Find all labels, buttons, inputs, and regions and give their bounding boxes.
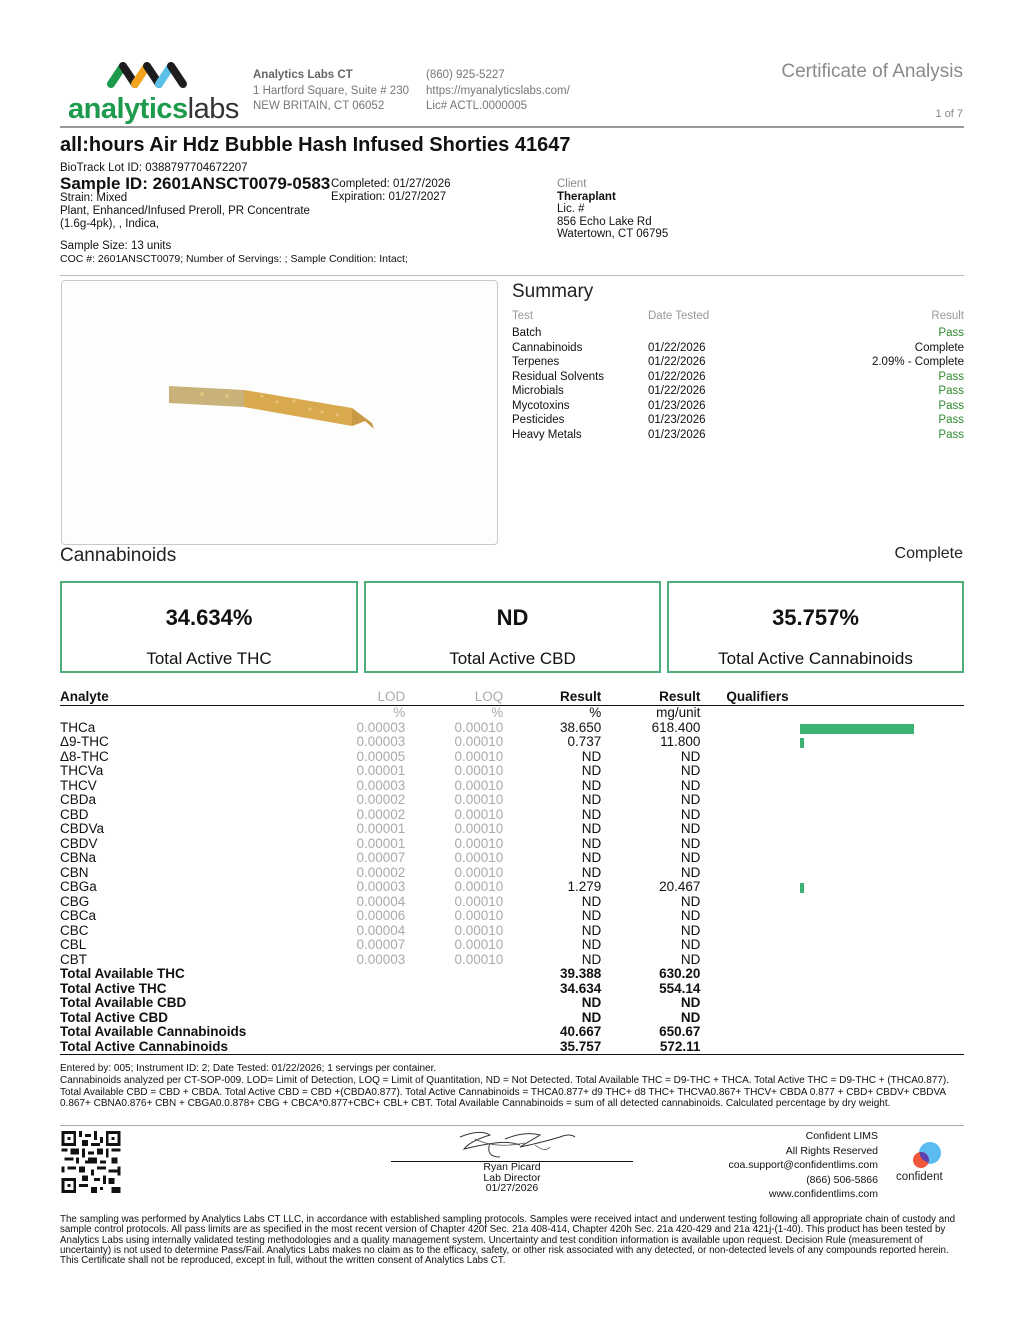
confident-logo (896, 1141, 956, 1187)
analyte-qualifier-bar-cell (700, 953, 964, 968)
client-label: Client (557, 178, 587, 190)
analyte-table (60, 688, 964, 1055)
lab-name: Analytics Labs CT (253, 69, 353, 81)
total-result-pct: ND (581, 1009, 602, 1025)
analyte-name: CBNa (60, 850, 97, 865)
total-row (60, 1011, 964, 1026)
total-qualifier (700, 1025, 964, 1040)
notes-divider (60, 1125, 964, 1126)
unit-result-mg: mg/unit (656, 705, 701, 720)
analyte-row (60, 909, 964, 924)
summary-header-test: Test (512, 309, 534, 322)
analyte-name: CBN (60, 864, 89, 880)
qr-code-icon (61, 1131, 121, 1193)
total-lod (311, 967, 406, 982)
kpi-label: Total Active CBD (449, 649, 576, 668)
info-divider (60, 275, 964, 276)
analyte-row (60, 953, 964, 968)
analyte-row (60, 895, 964, 910)
analyte-loq: 0.00010 (454, 777, 504, 793)
kpi-label: Total Active THC (146, 649, 272, 668)
analyte-lod: 0.00002 (356, 864, 406, 880)
summary-header-result: Result (931, 309, 964, 322)
summary-title: Summary (512, 281, 594, 302)
lims-rights: All Rights Reserved (785, 1144, 878, 1157)
analyte-result-pct: ND (581, 922, 602, 938)
qr-code[interactable] (61, 1131, 121, 1193)
total-result-mg: 572.11 (601, 1040, 700, 1055)
analyte-qualifier-bar-cell (700, 764, 964, 779)
analyte-lod: 0.00007 (356, 937, 406, 952)
analyte-row (60, 735, 964, 750)
lims-name: Confident LIMS (805, 1130, 878, 1142)
analyte-result-pct: ND (581, 835, 602, 851)
analyte-result-mg: ND (680, 951, 701, 967)
analyte-loq: 0.00010 (454, 864, 504, 880)
analyte-loq: 0.00010 (454, 792, 504, 807)
lab-address-1: 1 Hartford Square, Suite # 230 (253, 84, 409, 97)
document-title: Certificate of Analysis (781, 61, 963, 82)
analyte-qualifier-bar-cell (700, 721, 964, 736)
analyte-lod: 0.00001 (356, 763, 406, 778)
sample-size: Sample Size: 13 units (60, 240, 172, 252)
confident-logo-text: confident (896, 1171, 943, 1183)
total-loq (405, 967, 503, 982)
analyte-loq: 0.00010 (454, 821, 504, 836)
analyte-result-mg: ND (680, 806, 701, 822)
summary-table (512, 306, 964, 442)
analyte-bar (800, 738, 804, 748)
analyte-loq: 0.00010 (454, 850, 504, 865)
analyte-row (60, 837, 964, 852)
unit-analyte (60, 706, 311, 721)
preroll-image (62, 281, 497, 544)
analyte-result-pct: ND (581, 864, 602, 880)
analyte-loq: 0.00010 (454, 922, 504, 938)
total-loq (405, 1011, 503, 1026)
category-line-1: Plant, Enhanced/Infused Preroll, PR Concentrate (60, 205, 310, 217)
analyte-result-pct: ND (581, 777, 602, 793)
kpi-value: 34.634% (165, 605, 253, 630)
analyte-bar (800, 724, 914, 734)
summary-row (512, 341, 964, 356)
total-qualifier (700, 967, 964, 982)
total-lod (311, 1040, 406, 1055)
analyte-name: THCVa (60, 763, 104, 778)
lab-license: Lic# ACTL.0000005 (426, 100, 528, 112)
total-lod (311, 1025, 406, 1040)
signature-date: 01/27/2026 (485, 1182, 539, 1194)
analyte-qualifier-bar-cell (700, 938, 964, 953)
lab-phone: (860) 925-5227 (426, 69, 505, 81)
analyte-result-pct: ND (581, 908, 602, 923)
dates-block (331, 178, 451, 204)
analyte-result-mg: ND (680, 850, 701, 865)
client-license: Lic. # (557, 203, 585, 215)
analyte-bar (800, 883, 804, 893)
unit-loq: % (491, 705, 504, 720)
logo-wave-icon (103, 58, 268, 94)
signer-name: Ryan Picard (483, 1161, 541, 1173)
total-loq (405, 996, 503, 1011)
signature-block (391, 1162, 633, 1194)
analyte-header-row (60, 688, 964, 706)
summary-row (512, 370, 964, 385)
total-loq (405, 982, 503, 997)
total-result-pct: ND (581, 995, 602, 1010)
analyte-row (60, 822, 964, 837)
client-block (557, 178, 668, 241)
analyte-lod: 0.00002 (356, 806, 406, 822)
analyte-name: Δ9-THC (60, 734, 109, 749)
analyte-row (60, 938, 964, 953)
analyte-result-mg: ND (680, 748, 701, 764)
logo-text-light: labs (187, 93, 239, 125)
header-divider (60, 126, 964, 128)
analyte-result-pct: 1.279 (567, 879, 602, 894)
summary-date: 01/23/2026 (648, 399, 706, 412)
analyte-loq: 0.00010 (454, 763, 504, 778)
cannabinoids-title: Cannabinoids (60, 545, 177, 566)
summary-row (512, 326, 964, 341)
analyte-qualifier-bar-cell (700, 793, 964, 808)
analyte-result-pct: ND (581, 821, 602, 836)
summary-test: Batch (512, 327, 542, 339)
analyte-result-pct: ND (581, 937, 602, 952)
lims-info (728, 1129, 878, 1202)
total-name: Total Available Cannabinoids (60, 1024, 247, 1039)
analyte-result-mg: ND (680, 835, 701, 851)
summary-result: Complete (914, 341, 964, 354)
header-result-mg: Result (601, 688, 700, 706)
analyte-lod: 0.00004 (356, 893, 406, 909)
total-row (60, 996, 964, 1011)
total-row (60, 967, 964, 982)
total-name: Total Active CBD (60, 1009, 169, 1025)
summary-date (648, 326, 828, 341)
analyte-loq: 0.00010 (454, 951, 504, 967)
unit-qualifiers (700, 706, 964, 721)
analyte-qualifier-bar-cell (700, 837, 964, 852)
summary-result: Pass (938, 414, 964, 426)
summary-test: Cannabinoids (512, 341, 583, 354)
summary-result: Pass (938, 385, 964, 397)
summary-test: Microbials (512, 385, 564, 397)
expiration-date: Expiration: 01/27/2027 (331, 191, 447, 203)
summary-test: Residual Solvents (512, 370, 605, 383)
analyte-name: CBC (60, 922, 89, 938)
product-photo (61, 280, 498, 545)
biotrack-lot-id: BioTrack Lot ID: 0388797704672207 (60, 162, 248, 174)
analyte-lod: 0.00003 (356, 719, 406, 735)
analyte-name: CBG (60, 893, 90, 909)
header-analyte: Analyte (60, 688, 311, 706)
total-row (60, 982, 964, 997)
summary-row (512, 399, 964, 414)
summary-test: Heavy Metals (512, 428, 582, 441)
lab-address-2: NEW BRITAIN, CT 06052 (253, 100, 385, 112)
analyte-name: CBT (60, 951, 87, 967)
analyte-result-pct: ND (581, 763, 602, 778)
total-result-mg: 650.67 (659, 1024, 701, 1039)
analyte-qualifier-bar-cell (700, 779, 964, 794)
summary-test: Mycotoxins (512, 399, 570, 412)
analyte-qualifier-bar-cell (700, 895, 964, 910)
total-result-pct: 34.634 (559, 980, 602, 996)
analyte-lod: 0.00003 (356, 879, 406, 894)
analyte-qualifier-bar-cell (700, 880, 964, 895)
analyte-result-mg: ND (680, 908, 701, 923)
analyte-loq: 0.00010 (454, 719, 504, 735)
header-loq: LOQ (405, 688, 503, 706)
analyte-row (60, 880, 964, 895)
kpi-value: 35.757% (772, 605, 859, 630)
analyte-loq: 0.00010 (454, 748, 504, 764)
summary-test: Terpenes (512, 356, 560, 368)
analyte-name: CBDV (60, 835, 98, 851)
total-qualifier (700, 1040, 964, 1055)
header-qualifiers: Qualifiers (700, 688, 964, 706)
summary-test: Pesticides (512, 414, 565, 426)
analyte-lod: 0.00003 (356, 734, 406, 749)
analyte-loq: 0.00010 (454, 879, 504, 894)
analyte-qualifier-bar-cell (700, 822, 964, 837)
total-result-pct: 39.388 (559, 966, 602, 981)
total-loq (405, 1040, 503, 1055)
total-qualifier (700, 996, 964, 1011)
analyte-result-mg: ND (680, 937, 701, 952)
analyte-result-mg: ND (680, 777, 701, 793)
total-qualifier (700, 1011, 964, 1026)
entered-by-line: Entered by: 005; Instrument ID: 2; Date Tested: 01/22/2026; 1 servings per container. (60, 1063, 437, 1074)
sample-id: Sample ID: 2601ANSCT0079-0583 (60, 174, 331, 193)
kpi-total-active-cannabinoids (667, 581, 964, 673)
completed-date: Completed: 01/27/2026 (331, 178, 451, 190)
unit-result-pct: % (589, 705, 602, 720)
analyte-qualifier-bar-cell (700, 866, 964, 881)
analyte-loq: 0.00010 (454, 937, 504, 952)
coc-line: COC #: 2601ANSCT0079; Number of Servings: ; Sample Condition: Intact; (60, 253, 408, 265)
category-line-2: (1.6g-4pk), , Indica, (60, 218, 160, 230)
analyte-lod: 0.00006 (356, 908, 406, 923)
method-text: Cannabinoids analyzed per CT-SOP-009. LOD= Limit of Detection, LOQ = Limit of Quantitation, ND = Not Detected. Total Available THC = D9-THC + THCA. Total Active THC = D9-THC + (THCA0.877). Total Available CBD = CBD + CBDA. Total Active CBD = CBD +(CBDA0.877). Total Active Cannabinoids = THCA0.877+ d9 THC+ d8 THC+ THCVA0.867+ THCV+ CBDA 0.877 + CBD+ CBDV+ CBDVA 0.867+ CBNA0.876+ CBN + CBGA0.0.878+ CBG + CBCA*0.877+CBC+ CBL+ CBT. Total Available Cannabinoids = sum of all detected cannabinoids. Calculated percentage by dry weight. (60, 1074, 949, 1110)
analyte-row (60, 924, 964, 939)
analyte-lod: 0.00007 (356, 850, 406, 865)
analyte-name: CBD (60, 806, 89, 822)
analyte-result-pct: 38.650 (559, 719, 602, 735)
analyte-lod: 0.00001 (356, 835, 406, 851)
analyte-result-mg: ND (680, 792, 701, 807)
kpi-total-active-cbd (364, 581, 661, 673)
analyte-result-pct: ND (581, 748, 602, 764)
analyte-name: CBL (60, 937, 87, 952)
header-lod: LOD (311, 688, 406, 706)
unit-lod: % (393, 705, 406, 720)
total-result-mg: ND (680, 1009, 701, 1025)
analyte-result-mg: ND (680, 763, 701, 778)
analyte-lod: 0.00005 (356, 748, 406, 764)
analyte-qualifier-bar-cell (700, 750, 964, 765)
total-name: Total Active THC (60, 980, 167, 996)
analyte-row (60, 721, 964, 736)
summary-result: Pass (938, 428, 964, 441)
analyte-lod: 0.00004 (356, 922, 406, 938)
kpi-value: ND (496, 605, 529, 630)
summary-result: 2.09% - Complete (871, 356, 964, 368)
analyte-row (60, 779, 964, 794)
analyte-row (60, 764, 964, 779)
analyte-result-pct: ND (581, 792, 602, 807)
analyte-lod: 0.00002 (356, 792, 406, 807)
analyte-row (60, 793, 964, 808)
lims-phone: (866) 506-5866 (806, 1173, 878, 1186)
summary-date: 01/23/2026 (648, 428, 706, 441)
summary-date: 01/23/2026 (648, 414, 706, 426)
lims-website-link[interactable]: www.confidentlims.com (768, 1188, 878, 1200)
summary-result: Pass (938, 327, 964, 339)
summary-row (512, 355, 964, 370)
disclaimer: The sampling was performed by Analytics Labs CT LLC, in accordance with established sampling protocols. Samples were received intact and underwent testing following all appropriate chain of custody and sample control protocols. All pass limits are as specified in the most recent version of Chapter 420f Sec. 21a 408-414, Chapter 420h Sec. 21a 420-429 and 21a 421j-(1-40). This product has been tested by Analytics Labs using internally validated testing methodologies and a quality management system. Uncertainty and test condition information is available upon request. Decision Rule (measurement of uncertainty) is not used to determine Pass/Fail. Analytics Labs makes no claim as to the efficacy, safety, or other risk associated with any detected, or non-detected levels of any compounds reported herein. This Certificate shall not be reproduced, except in full, without the written consent of Analytics Labs CT. (60, 1214, 956, 1267)
total-result-mg: ND (680, 995, 701, 1010)
analyte-lod: 0.00003 (356, 951, 406, 967)
analyte-result-mg: ND (680, 922, 701, 938)
kpi-total-active-thc (60, 581, 358, 673)
kpi-label: Total Active Cannabinoids (718, 649, 913, 668)
analyte-result-pct: ND (581, 850, 602, 865)
analyte-name: CBGa (60, 879, 97, 894)
analyte-name: CBCa (60, 908, 97, 923)
summary-row (512, 413, 964, 428)
analyte-result-pct: ND (581, 951, 602, 967)
logo-text-bold: analytics (68, 93, 188, 125)
total-loq (405, 1025, 503, 1040)
summary-row (512, 384, 964, 399)
total-result-pct: 35.757 (503, 1040, 601, 1055)
product-title: all:hours Air Hdz Bubble Hash Infused Shorties 41647 (60, 134, 571, 156)
lab-contact (426, 68, 570, 115)
analyte-result-pct: 0.737 (567, 734, 602, 749)
total-result-pct: 40.667 (559, 1024, 602, 1039)
total-row (60, 1025, 964, 1040)
analyte-qualifier-bar-cell (700, 808, 964, 823)
summary-result: Pass (938, 399, 964, 412)
cannabinoids-status: Complete (894, 545, 963, 562)
summary-result: Pass (938, 370, 964, 383)
sample-size-block (60, 240, 408, 266)
analyte-name: THCa (60, 719, 96, 735)
logo-wordmark (68, 94, 239, 124)
confident-logo-icon (904, 1141, 948, 1171)
analyte-qualifier-bar-cell (700, 735, 964, 750)
analyte-lod: 0.00003 (356, 777, 406, 793)
analyte-name: Δ8-THC (60, 748, 109, 764)
total-name: Total Available CBD (60, 995, 187, 1010)
total-lod (311, 996, 406, 1011)
analyte-loq: 0.00010 (454, 908, 504, 923)
analyte-loq: 0.00010 (454, 806, 504, 822)
analyte-row (60, 851, 964, 866)
analyte-result-pct: ND (581, 806, 602, 822)
header-result-pct: Result (503, 688, 601, 706)
total-result-mg: 554.14 (659, 980, 701, 996)
analyte-qualifier-bar-cell (700, 924, 964, 939)
analyte-result-mg: ND (680, 864, 701, 880)
analyte-name: THCV (60, 777, 97, 793)
strain: Strain: Mixed (60, 192, 128, 204)
strain-block (60, 192, 310, 231)
analyte-row (60, 866, 964, 881)
analyte-qualifier-bar-cell (700, 909, 964, 924)
summary-date: 01/22/2026 (648, 341, 706, 354)
summary-header-row (512, 306, 964, 326)
total-row (60, 1040, 964, 1055)
analyte-result-mg: 618.400 (651, 719, 701, 735)
page-indicator: 1 of 7 (935, 108, 963, 120)
analyte-result-pct: ND (581, 893, 602, 909)
summary-date: 01/22/2026 (648, 356, 706, 368)
analyte-row (60, 808, 964, 823)
summary-date: 01/22/2026 (648, 385, 706, 397)
summary-header-date: Date Tested (648, 309, 710, 322)
analyte-result-mg: 20.467 (659, 879, 701, 894)
notes-block (60, 1063, 964, 1110)
analyte-result-mg: ND (680, 821, 701, 836)
client-address-1: 856 Echo Lake Rd (557, 215, 652, 228)
lab-website-link[interactable]: https://myanalyticslabs.com/ (426, 84, 570, 97)
client-address-2: Watertown, CT 06795 (557, 228, 669, 240)
total-name: Total Available THC (60, 966, 185, 981)
analyte-result-mg: 11.800 (660, 734, 701, 749)
analyte-result-mg: ND (680, 893, 701, 909)
total-name: Total Active Cannabinoids (60, 1040, 311, 1055)
analyte-qualifier-bar-cell (700, 851, 964, 866)
analytics-labs-logo (68, 58, 239, 126)
analyte-lod: 0.00001 (356, 821, 406, 836)
lab-info (253, 68, 409, 115)
units-row (60, 706, 964, 721)
summary-row (512, 428, 964, 443)
signer-title: Lab Director (483, 1171, 541, 1184)
analyte-name: CBDVa (60, 821, 105, 836)
summary-date: 01/22/2026 (648, 370, 706, 383)
analyte-loq: 0.00010 (454, 835, 504, 851)
total-lod (311, 982, 406, 997)
total-result-mg: 630.20 (659, 966, 701, 981)
client-name: Theraplant (557, 190, 616, 203)
lims-email-link[interactable]: coa.support@confidentlims.com (728, 1159, 878, 1171)
analyte-loq: 0.00010 (454, 893, 504, 909)
total-qualifier (700, 982, 964, 997)
analyte-row (60, 750, 964, 765)
signature-image (450, 1127, 580, 1162)
analyte-name: CBDa (60, 792, 97, 807)
analyte-loq: 0.00010 (454, 734, 504, 749)
total-lod (311, 1011, 406, 1026)
